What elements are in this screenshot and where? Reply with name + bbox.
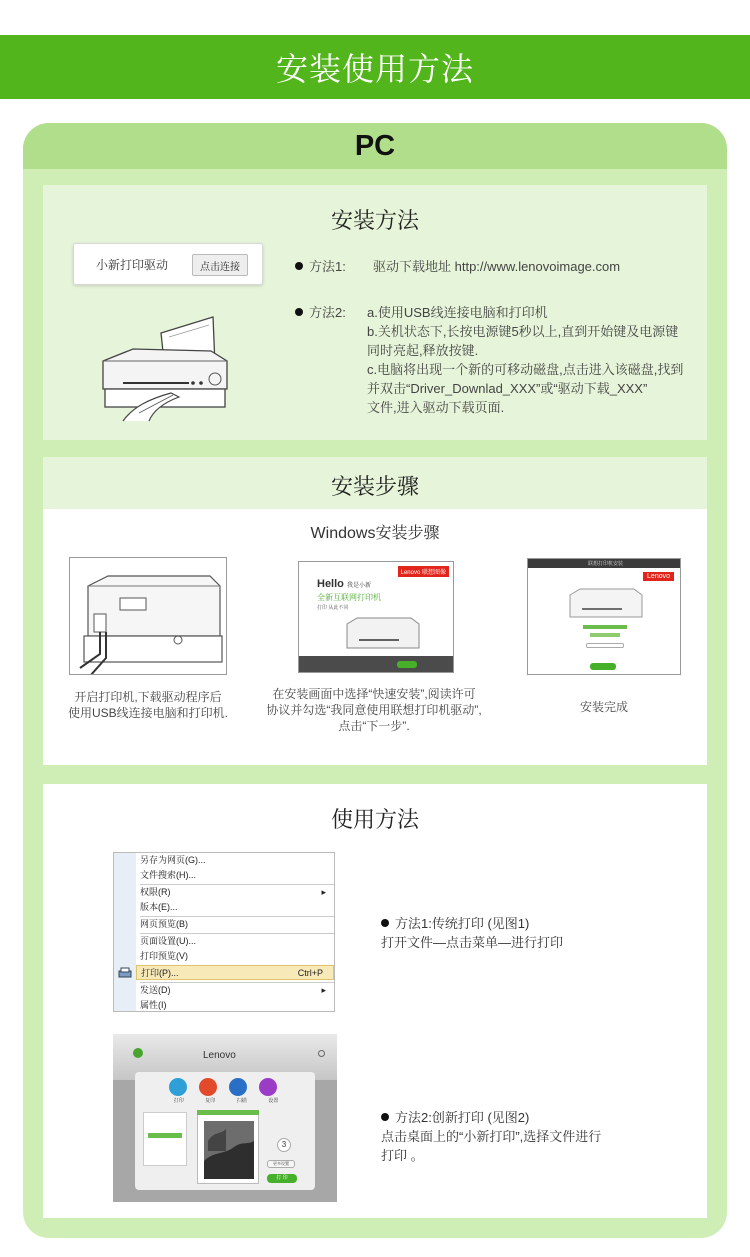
method2-label: 方法2: [309,305,346,320]
menu-item-send[interactable] [140,983,330,998]
printer-selected-bar [148,1133,182,1138]
headline-text: 全新互联网打印机 [317,593,381,602]
install-method-title: 安装方法 [330,208,419,233]
bullet-icon [381,1113,389,1121]
step2-caption-line: 在安装画面中选择“快速安装”,阅读许可 [272,687,476,701]
print-button[interactable]: 打 印 [267,1174,297,1183]
lenovo-logo [643,572,674,581]
method1-row [295,257,620,276]
usage-method1-head-row [381,914,563,933]
lenovo-app-screenshot [113,1034,337,1202]
bullet-icon [295,308,303,316]
method2-line: 同时亮起,释放按键. [367,343,479,358]
next-button[interactable] [397,661,417,668]
file-bar [197,1110,259,1115]
install-steps-panel [43,509,707,765]
hello-text [317,578,371,590]
menu-item-web-preview[interactable]: 网页预览(B) [140,919,188,929]
printer-rear-illustration [70,558,227,675]
step2-image [298,561,454,673]
usage-method2 [381,1108,601,1165]
bullet-icon [381,919,389,927]
tab-print[interactable]: 打印 [173,1098,184,1104]
connect-button[interactable]: 点击连接 [192,254,248,276]
copies-stepper[interactable]: 3 [277,1138,291,1152]
usage-method1-body: 打开文件—点击菜单—进行打印 [381,935,564,950]
method2-line: b.关机状态下,长按电源键5秒以上,直到开始键及电源键 [367,324,679,339]
windows-steps-subtitle: Windows安装步骤 [310,525,440,542]
more-settings-button[interactable]: 更多设置 [267,1160,295,1168]
menu-item-file-search[interactable]: 文件搜索(H)... [140,870,196,880]
printer-small-illustration [566,587,646,621]
menu-item-version[interactable]: 版本(E)... [140,902,178,912]
step2-caption [249,686,499,734]
method2-row [295,303,695,415]
method2-line: c.电脑将出现一个新的可移动磁盘,点击进入该磁盘,找到 [367,362,684,377]
menu-item-label: 权限(R) [140,887,171,897]
submenu-arrow-icon: ▸ [321,985,326,995]
step1-caption [53,689,243,721]
usage-title: 使用方法 [330,807,419,832]
submenu-arrow-icon: ▸ [321,887,326,897]
method2-line: 并双击“Driver_Downlad_XXX”或“驱动下载_XXX” [367,381,648,396]
step1-caption-line: 开启打印机,下载驱动程序后 [74,690,222,704]
hello-word: Hello [317,578,344,590]
menu-item-properties[interactable]: 属性(I) [140,1000,167,1010]
step3-caption [529,699,679,715]
status-line [583,625,627,629]
finish-button[interactable] [590,663,616,670]
page-banner [0,35,750,99]
app-tabs [163,1097,289,1104]
tab-settings-icon[interactable] [259,1078,277,1096]
menu-item-label: 发送(D) [140,985,171,995]
hello-small: 我是小新 [346,583,371,589]
menu-item-page-setup[interactable]: 页面设置(U)... [140,936,196,946]
pc-card [23,123,727,1238]
installer-title: 联想打印机安装 [588,561,624,567]
banner-title: 安装使用方法 [275,51,474,87]
menu-item-permission[interactable] [140,885,330,900]
bullet-icon [295,262,303,270]
menu-gutter [114,853,136,1012]
lenovo-logo-text: Lenovo [647,573,670,580]
usage-method1 [381,914,563,952]
usage-method2-body-line: 点击桌面上的“小新打印”,选择文件进行 [381,1129,602,1144]
usage-method2-head-row [381,1108,601,1127]
pc-header-label: PC [354,129,396,162]
menu-item-print-preview[interactable]: 打印预览(V) [140,951,188,961]
tab-scan[interactable]: 扫描 [236,1098,247,1104]
settings-icon[interactable] [318,1050,325,1057]
method2-line: a.使用USB线连接电脑和打印机 [367,305,548,320]
usage-method2-head: 方法2:创新打印 (见图2) [395,1110,530,1125]
driver-label: 小新打印驱动 [96,257,169,272]
step1-image [69,557,227,675]
lenovo-logo-text: Lenovo [400,570,421,576]
menu-item-label: 打印(P)... [141,968,179,978]
menu-item-print[interactable] [136,965,334,980]
menu-shortcut: Ctrl+P [297,968,323,978]
printer-small-illustration [343,614,423,652]
usage-panel [43,784,707,1218]
installer-footer [299,656,454,672]
install-steps-title: 安装步骤 [330,474,419,499]
install-steps-header [43,457,707,509]
option-button[interactable] [586,643,624,648]
tab-copy-icon[interactable] [199,1078,217,1096]
method2-line: 文件,进入驱动下载页面. [367,400,505,415]
step2-caption-line: 点击“下一步”. [338,719,410,733]
printer-select-panel[interactable] [143,1112,187,1166]
driver-widget [73,243,263,285]
method1-label: 方法1: [309,259,346,274]
user-icon[interactable] [133,1048,143,1058]
app-brand: Lenovo [203,1050,236,1061]
lenovo-logo-cn: 联想图像 [421,570,446,576]
tab-copy[interactable]: 复印 [205,1098,216,1104]
method2-text [367,303,687,417]
usage-method1-head: 方法1:传统打印 (见图1) [395,916,530,931]
step2-caption-line: 协议并勾选“我同意使用联想打印机驱动”, [266,703,482,717]
tagline-text: 打印 从此不同 [317,605,349,611]
step3-caption-line: 安装完成 [579,700,628,714]
step1-caption-line: 使用USB线连接电脑和打印机. [67,706,228,720]
printer-illustration [93,303,243,423]
preview-frame [197,1112,259,1184]
usage-method2-body-line: 打印 。 [381,1148,424,1163]
status-line [590,633,620,637]
install-method-panel [43,185,707,440]
menu-item-save-web[interactable]: 另存为网页(G)... [140,855,206,865]
lenovo-logo [398,566,449,577]
printer-icon [118,967,132,979]
method1-text: 驱动下载地址 http://www.lenovoimage.com [373,259,621,274]
tab-scan-icon[interactable] [229,1078,247,1096]
preview-image [204,1121,254,1179]
pc-header [23,123,727,169]
tab-print-icon[interactable] [169,1078,187,1096]
installer-titlebar [528,559,681,568]
file-menu-screenshot [113,852,335,1012]
tab-settings[interactable]: 设置 [268,1098,279,1104]
step3-image [527,558,681,675]
